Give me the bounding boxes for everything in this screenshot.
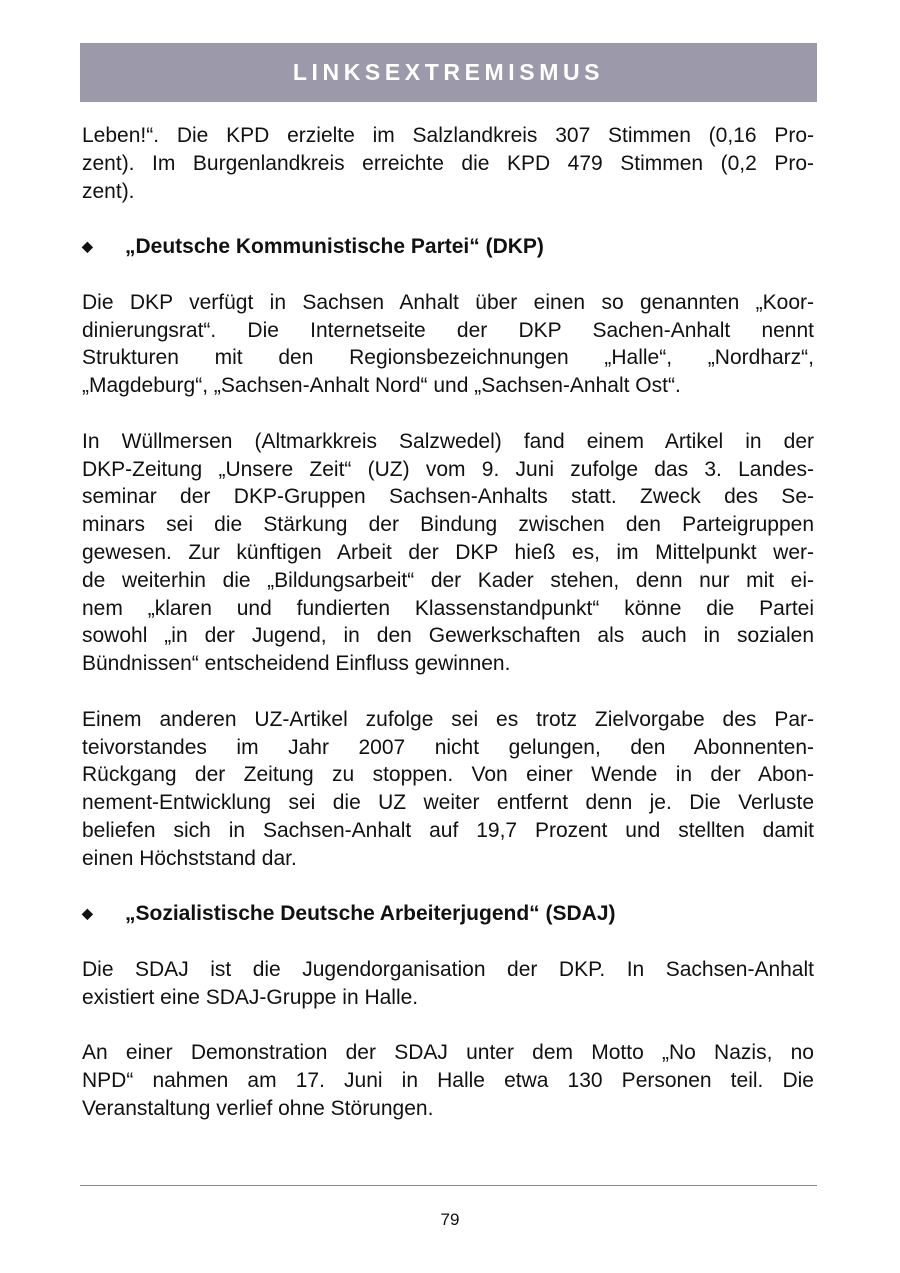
diamond-bullet-icon: ◆ [82,905,93,922]
text-line: existiert eine SDAJ-Gruppe in Halle. [82,985,419,1009]
text-line: gewesen. Zur künftigen Arbeit der DKP hieß es, im Mittelpunkt wer- [82,540,814,564]
text-line: DKP-Zeitung „Unsere Zeit“ (UZ) vom 9. Juni zufolge das 3. Landes- [82,457,814,481]
text-line: zent). Im Burgenlandkreis erreichte die KPD 479 Stimmen (0,2 Pro- [82,151,814,175]
footer-divider [80,1185,817,1186]
section-header-banner [80,43,817,102]
text-line: Die SDAJ ist die Jugendorganisation der DKP. In Sachsen-Anhalt [82,957,814,981]
paragraph [82,289,814,400]
text-line: In Wüllmersen (Altmarkkreis Salzwedel) fand einem Artikel in der [82,429,814,453]
text-line: Bündnissen“ entscheidend Einfluss gewinnen. [82,652,511,676]
text-line: einen Höchststand dar. [82,846,297,870]
text-line: nement-Entwicklung sei die UZ weiter entfernt denn je. Die Verluste [82,791,814,815]
text-line: An einer Demonstration der SDAJ unter dem Motto „No Nazis, no [82,1041,814,1065]
text-line: nem „klaren und fundierten Klassenstandpunkt“ könne die Partei [82,596,814,620]
text-line: dinierungsrat“. Die Internetseite der DKP Sachen-Anhalt nennt [82,318,814,342]
paragraph [82,428,814,678]
text-line: minars sei die Stärkung der Bindung zwischen den Parteigruppen [82,513,814,537]
text-line: Leben!“. Die KPD erzielte im Salzlandkreis 307 Stimmen (0,16 Pro- [82,124,814,147]
section-heading [82,233,814,261]
paragraph [82,956,814,1012]
page-body [82,122,814,1150]
text-line: seminar der DKP-Gruppen Sachsen-Anhalts statt. Zweck des Se- [82,485,814,509]
text-line: NPD“ nahmen am 17. Juni in Halle etwa 130 Personen teil. Die [82,1069,814,1093]
text-line: Einem anderen UZ-Artikel zufolge sei es trotz Zielvorgabe des Par- [82,707,814,731]
text-line: Veranstaltung verlief ohne Störungen. [82,1096,434,1120]
text-line: Die DKP verfügt in Sachsen Anhalt über einen so genannten „Koor- [82,290,814,314]
heading-text: „Deutsche Kommunistische Partei“ (DKP) [125,235,544,259]
text-line: de weiterhin die „Bildungsarbeit“ der Kader stehen, denn nur mit ei- [82,568,814,592]
paragraph [82,706,814,873]
diamond-bullet-icon: ◆ [82,238,93,255]
text-line: „Magdeburg“, „Sachsen-Anhalt Nord“ und „Sachsen-Anhalt Ost“. [82,374,681,398]
section-heading [82,900,814,928]
paragraph [82,122,814,205]
heading-text: „Sozialistische Deutsche Arbeiterjugend“ (SDAJ) [125,902,616,926]
text-line: teivorstandes im Jahr 2007 nicht gelungen, den Abonnenten- [82,735,814,759]
text-line: sowohl „in der Jugend, in den Gewerkschaften als auch in sozialen [82,624,814,648]
text-line: beliefen sich in Sachsen-Anhalt auf 19,7 Prozent und stellten damit [82,818,814,842]
page-number: 79 [440,1210,460,1229]
paragraph [82,1039,814,1122]
text-line: zent). [82,179,135,203]
section-title: LINKSEXTREMISMUS [292,59,605,85]
text-line: Strukturen mit den Regionsbezeichnungen „Halle“, „Nordharz“, [82,346,814,370]
text-line: Rückgang der Zeitung zu stoppen. Von einer Wende in der Abon- [82,763,814,787]
